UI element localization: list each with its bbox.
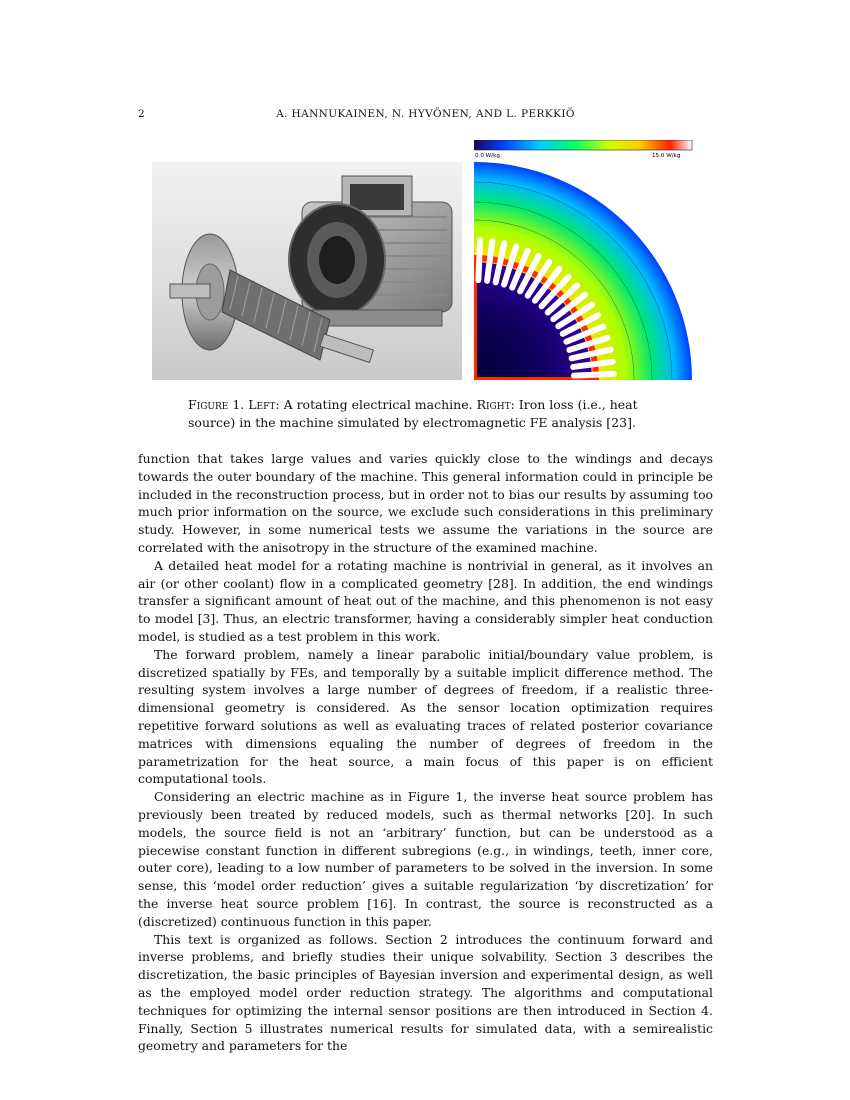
colorbar-min-label: 0.0 W/kg (475, 153, 500, 159)
iron-loss-heatmap (474, 140, 694, 380)
paragraph: This text is organized as follows. Section 2 introduces the continuum forward and inverse problems, and briefly studies their unique solvability. Section 3 describes the discretization, the basic principles of Bayesian inversion and experimental design, as well as the employed model order reduction strategy. The algorithms and computational techniques for optimizing the internal sensor positions are then introduced in Section 4. Finally, Section 5 illustrates numerical results for simulated data, with a semirealistic geometry and parameters for the (138, 931, 713, 1054)
stator-slot (574, 374, 614, 376)
figure-1 (152, 140, 700, 380)
caption-right-text: Iron loss (i.e., heat source) in the machine simulated by electromagnetic FE analysis [23]. (188, 397, 638, 430)
body-text (138, 450, 713, 1055)
paragraph: function that takes large values and varies quickly close to the windings and decays towards the outer boundary of the machine. This general information could in principle be included in the reconstruction process, but in order not to bias our results by assuming too much prior information on the source, we exclude such considerations in this preliminary study. However, in some numerical tests we assume the variations in the source are correlated with the anisotropy in the structure of the examined machine. (138, 451, 713, 555)
caption-label: Figure 1. (188, 397, 245, 412)
colorbar (474, 140, 692, 150)
stator-slot (478, 240, 480, 280)
motor-illustration (152, 162, 462, 380)
motor-photo (152, 162, 462, 380)
colorbar-max-label: 15.0 W/kg (652, 153, 681, 159)
paragraph: The forward problem, namely a linear parabolic initial/boundary value problem, is discretized spatially by FEs, and temporally by a suitable implicit difference method. The resulting system involves a large number of degrees of freedom, if a realistic three-dimensional geometry is considered. As the sensor location optimization requires repetitive forward solutions as well as evaluating traces of related posterior covariance matrices with dimensions equaling the number of degrees of freedom in the parametrization for the heat source, a main focus of this paper is on efficient computational tools. (138, 646, 713, 787)
page-number: 2 (138, 108, 146, 120)
paragraph: A detailed heat model for a rotating machine is nontrivial in general, as it involves an air (or other coolant) flow in a complicated geometry [28]. In addition, the end windings transfer a significant amount of heat out of the machine, and this phenomenon is not easy to model [3]. Thus, an electric transformer, having a considerably simpler heat conduction model, is studied as a test problem in this work. (138, 557, 713, 644)
caption-left-label: Left: (248, 397, 280, 412)
figure-caption (188, 396, 668, 432)
caption-left-text: A rotating electrical machine. (283, 397, 473, 412)
paragraph: Considering an electric machine as in Figure 1, the inverse heat source problem has previously been treated by reduced models, such as thermal networks [20]. In such models, the source field is not an ‘arbitrary’ function, but can be understood as a piecewise constant function in different subregions (e.g., in windings, teeth, inner core, outer core), leading to a low number of parameters to be solved in the inversion. In some sense, this ‘model order reduction’ gives a suitable regularization ‘by discretization’ for the inverse heat source problem [16]. In contrast, the source is reconstructed as a (discretized) continuous function in this paper. (138, 789, 713, 929)
caption-right-label: Right: (476, 397, 515, 412)
running-title: A. HANNUKAINEN, N. HYVÖNEN, AND L. PERKKIÖ (276, 108, 575, 120)
